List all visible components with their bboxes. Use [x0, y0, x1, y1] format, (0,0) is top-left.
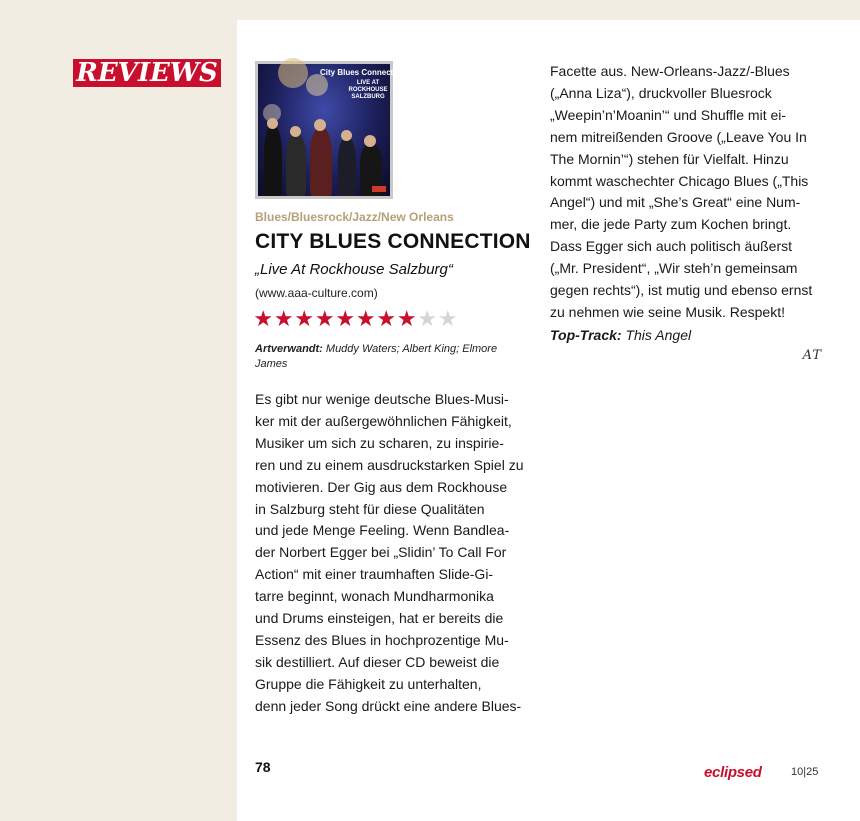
body-line: denn jeder Song drückt eine andere Blues- [255, 697, 522, 714]
musician-head [290, 126, 301, 137]
related-artists [255, 342, 525, 372]
body-line: The Mornin’“) stehen für Vielfalt. Hinzu [550, 150, 789, 167]
magazine-logo: eclipsed [704, 764, 762, 781]
star-filled-icon: ★ [376, 307, 397, 332]
body-line: („Anna Liza“), druckvoller Bluesrock [550, 84, 772, 101]
body-line: der Norbert Egger bei „Slidin’ To Call For [255, 544, 507, 561]
stage-light [306, 74, 328, 96]
body-line: und jede Menge Feeling. Wenn Bandlea- [255, 522, 510, 539]
star-empty-icon: ★ [417, 307, 438, 332]
musician-figure [264, 126, 282, 196]
cover-live-text: LIVE AT ROCKHOUSE SALZBURG [348, 80, 388, 100]
body-line: sik destilliert. Auf dieser CD beweist die [255, 653, 500, 670]
star-empty-icon: ★ [437, 307, 458, 332]
body-line: Essenz des Blues in hochprozentige Mu- [255, 631, 509, 648]
cover-band-name: City Blues Connection [320, 68, 406, 77]
sidebar [0, 0, 237, 821]
body-line: und Drums einsteigen, hat er bereits die [255, 610, 504, 627]
author-initials: AT [802, 348, 822, 363]
body-line: ren und zu einem ausdruckstarken Spiel zu [255, 456, 524, 473]
website-url: (www.aaa-culture.com) [255, 286, 378, 300]
body-line: gegen rechts“), ist mutig und ebenso ernst [550, 282, 813, 299]
star-rating [253, 307, 458, 333]
body-line: zu nehmen wie seine Musik. Respekt! [550, 303, 785, 320]
review-body-column-1 [255, 389, 527, 718]
body-line: Es gibt nur wenige deutsche Blues-Musi- [255, 391, 509, 407]
body-line: Action“ mit einer traumhaften Slide-Gi- [255, 566, 494, 583]
body-line: Facette aus. New-Orleans-Jazz/-Blues [550, 63, 790, 79]
top-track-value: This Angel [621, 327, 692, 343]
star-filled-icon: ★ [253, 307, 274, 332]
star-filled-icon: ★ [294, 307, 315, 332]
issue-number: 10|25 [791, 766, 819, 778]
star-filled-icon: ★ [273, 307, 294, 332]
musician-head [314, 119, 326, 131]
body-line: kommt waschechter Chicago Blues („This [550, 172, 809, 189]
musician-figure [310, 128, 332, 196]
section-tag: REVIEWS [73, 59, 221, 87]
body-line: Gruppe die Fähigkeit zu unterhalten, [255, 675, 482, 692]
body-line: Dass Egger sich auch politisch äußerst [550, 238, 792, 255]
related-label: Artverwandt: [255, 343, 323, 355]
star-filled-icon: ★ [355, 307, 376, 332]
album-cover [255, 61, 406, 199]
body-line: „Weepin’n’Moanin’“ und Shuffle mit ei- [550, 106, 787, 123]
top-track-label: Top-Track: [550, 327, 622, 343]
musician-figure [286, 134, 306, 196]
body-line: in Salzburg steht für diese Qualitäten [255, 500, 485, 517]
artist-name: CITY BLUES CONNECTION [255, 230, 531, 253]
star-filled-icon: ★ [396, 307, 417, 332]
musician-head [364, 135, 376, 147]
related-text: Muddy Waters; Albert King; Elmore [322, 343, 498, 355]
body-line: motivieren. Der Gig aus dem Rockhouse [255, 478, 508, 495]
genre-label: Blues/Bluesrock/Jazz/New Orleans [255, 210, 454, 224]
musician-head [267, 118, 278, 129]
star-filled-icon: ★ [335, 307, 356, 332]
body-line: Angel“) und mit „She’s Great“ eine Num- [550, 194, 801, 211]
body-line: mer, die jede Party zum Kochen bringt. [550, 216, 792, 233]
album-cover-art [258, 64, 406, 196]
body-line: nem mitreißenden Groove („Leave You In [550, 128, 807, 145]
label-logo [372, 186, 386, 192]
top-track [550, 325, 691, 345]
stage-light [278, 58, 308, 88]
musician-figure [338, 138, 356, 196]
related-text: James [255, 358, 288, 370]
star-filled-icon: ★ [314, 307, 335, 332]
body-line: ker mit der außergewöhnlichen Fähigkeit, [255, 412, 512, 429]
body-line: tarre beginnt, wonach Mundharmonika [255, 588, 494, 605]
page-number: 78 [255, 759, 271, 775]
musician-head [341, 130, 352, 141]
album-title: „Live At Rockhouse Salzburg“ [255, 261, 453, 278]
body-line: Musiker um sich zu scharen, zu inspirie- [255, 434, 504, 451]
review-body-column-2 [550, 61, 825, 324]
body-line: („Mr. President“, „Wir steh’n gemeinsam [550, 260, 798, 277]
